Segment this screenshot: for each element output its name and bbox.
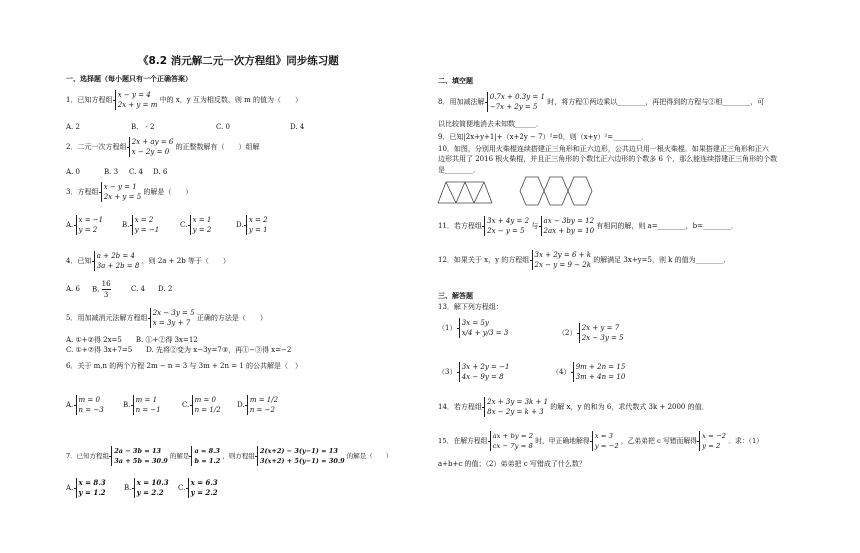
q1-option-a[interactable]: A. 2: [66, 123, 80, 131]
q3-option-b[interactable]: B. x = 2 y = −1: [122, 216, 160, 234]
q6-option-c[interactable]: C. m = 0 n = 1/2: [182, 396, 221, 414]
q7-option-c[interactable]: C. x = 6.3 y = 2.2: [178, 478, 218, 497]
q13-part-1: （1） 3x = 5y x/4 + y/3 = 3: [438, 319, 509, 337]
equation-system: 2x + 3y = 3k + 1 8x − 2y = k + 3: [484, 397, 548, 417]
section-fill-title: 二、填空题: [438, 77, 473, 85]
equation-system: 2(x+2) − 3(y−1) = 13 3(x+2) + 5(y−1) = 30.9: [257, 446, 345, 466]
q7-option-a[interactable]: A. x = 8.3 y = 1.2: [66, 478, 106, 497]
q7-option-b[interactable]: B. x = 10.3 y = 2.2: [124, 478, 169, 497]
q6-option-d[interactable]: D. m = 1/2 n = −2: [237, 396, 279, 414]
equation-system: 0.7x + 0.3y = 1 −7x + 2y = 5: [487, 92, 545, 112]
q4-option-b[interactable]: B. $\frac{16}{3}$: [92, 280, 111, 299]
q2-option-d[interactable]: D. 6: [153, 168, 168, 176]
q4-option-c[interactable]: C. 4: [131, 285, 146, 293]
section-choice-title: 一、选择题（每小题只有一个正确答案）: [66, 75, 192, 83]
question-15-line2: a+b+c 的值；（2）弟弟把 c 写错成了什么数？: [438, 460, 586, 468]
q13-part-2: （2） 2x + y = 7 2x − 3y = 5: [558, 324, 624, 342]
question-12: 12．如果关于 x，y 的方程组 3x + 2y = 6 + k 2x − y = 9 − 2k 的解满足 3x+y=5，则 k 的值为________．: [438, 251, 731, 269]
question-5: 5．用加减消元法解方程组 2x − 3y = 5 x = 3y + 7 正确的方法是（ ）: [66, 309, 267, 327]
q1-option-b[interactable]: B. - 2: [131, 123, 155, 131]
question-10-line2: 边形共用了 2016 根火柴棍，并且正三角形的个数比正六边形的个数多 6 个，那么能连续搭建正三角形的个数: [438, 155, 778, 163]
question-14: 14．若方程组 2x + 3y = 3k + 1 8x − 2y = k + 3 的解 x，y 的和为 6，求代数式 3k + 2000 的值．: [438, 398, 709, 416]
equation-system: ax + by = 2 cx − 7y = 8: [490, 431, 533, 451]
equation-system: 2x − 3y = 5 x = 3y + 7: [150, 308, 195, 328]
page-title: 《8.2 消元解二元一次方程组》同步练习题: [138, 55, 339, 67]
question-13: 13．解下列方程组：: [438, 303, 503, 311]
q5-options-cd[interactable]: C. ①+⑦得 3x+7=5 D. 先将②变为 x−3y=7③，再①−③得 x=−2: [66, 346, 292, 354]
equation-system: x − y = 1 2x + y = 5: [101, 182, 141, 202]
equation-system: ax − 3by = 12 2ax + by = 10: [541, 216, 595, 236]
question-7: 7．已知方程组 2a − 3b = 13 3a + 5b = 30.9 的解是 a = 8.3 b = 1.2 ，则方程组 2(x+2) − 3(y−1) = 13 3(x+2) + 5(y−1) = 30.9 的解是（ ）: [66, 447, 393, 465]
question-9: 9．已知|2x+y+1|+（x+2y − 7）²=0，则（x+y）²=________．: [438, 133, 649, 141]
equation-system: x = −2 y = 2: [699, 431, 726, 451]
equation-system: x = 3 y = −2: [592, 431, 619, 451]
question-11: 11．若方程组 3x + 4y = 2 2x − y = 5 与 ax − 3by = 12 2ax + by = 10 有相同的解，则 a=________，b=________．: [438, 217, 738, 235]
question-10-line1: 10．如图，分别用火柴棍连续搭建正三角形和正六边形，公共边只用一根火柴棍．如果搭建正三角形和正六: [438, 145, 769, 153]
q5-options-ab[interactable]: A. ①+②得 2x=5 B. ①+②得 3x=12: [66, 336, 198, 344]
equation-system: 2a − 3b = 13 3a + 5b = 30.9: [111, 446, 168, 466]
equation-system: 3x + 2y = 6 + k 2x − y = 9 − 2k: [532, 250, 591, 270]
q6-option-b[interactable]: B. m = 1 n = −1: [123, 396, 161, 414]
q2-option-a[interactable]: A. 0: [66, 168, 80, 176]
q3-option-a[interactable]: A. x = −1 y = 2: [66, 216, 104, 234]
q13-part-4: （4） 9m + 2n = 15 3m + 4n = 10: [552, 363, 626, 381]
equation-system: x − y = 4 2x + y = m: [115, 90, 158, 110]
hexagon-matchstick-figure: [516, 175, 594, 207]
q4-option-a[interactable]: A. 6: [66, 285, 80, 293]
question-1: 1．已知方程组 x − y = 4 2x + y = m 中的 x，y 互为相反数，则 m 的值为（ ）: [66, 91, 303, 109]
triangle-matchstick-figure: [436, 178, 494, 205]
question-2: 2．二元一次方程组 2x + ay = 6 x − 2y = 0 的正整数解有（ ）组解: [66, 138, 260, 156]
equation-system: a + 2b = 4 3a + 2b = 8: [94, 251, 140, 271]
section-answer-title: 三、解答题: [438, 292, 473, 300]
equation-system: 2x + ay = 6 x − 2y = 0: [129, 137, 174, 157]
equation-system: 3x + 4y = 2 2x − y = 5: [484, 216, 529, 236]
question-15: 15．在解方程组 ax + by = 2 cx − 7y = 8 时，甲正确地解得 x = 3 y = −2 ，乙弟弟把 c 写错而解得 x = −2 y = 2 ．求：（1）: [438, 432, 764, 450]
question-3: 3．方程组 x − y = 1 2x + y = 5 的解是（ ）: [66, 183, 193, 201]
q6-option-a[interactable]: A. m = 0 n = −3: [66, 396, 104, 414]
q3-option-d[interactable]: D. x = 2 y = 1: [236, 216, 268, 234]
q13-part-3: （3） 3x + 2y = −1 4x − 9y = 8: [438, 363, 510, 381]
q4-option-d[interactable]: D. 2: [158, 285, 173, 293]
question-8: 8．用加减法解 0.7x + 0.3y = 1 −7x + 2y = 5 时，将方程①两边乘以________，再把得到的方程与②相________，可: [438, 93, 765, 111]
question-10-line3: 是________．: [438, 166, 480, 174]
q1-option-d[interactable]: D. 4: [290, 123, 305, 131]
equation-system: a = 8.3 b = 1.2: [191, 446, 220, 466]
q1-option-c[interactable]: C. 0: [216, 123, 231, 131]
q2-option-b[interactable]: B. 3: [104, 168, 119, 176]
question-8-line2: 以比较简便地消去未知数______．: [438, 120, 543, 128]
question-4: 4．已知 a + 2b = 4 3a + 2b = 8 ，则 2a + 2b 等于（ ）: [66, 252, 230, 270]
question-6: 6．关于 m,n 的两个方程 2m − n = 3 与 3m + 2n = 1 的公共解是（ ）: [66, 362, 302, 370]
q2-option-c[interactable]: C. 4: [129, 168, 144, 176]
q3-option-c[interactable]: C. x = 1 y = 2: [180, 216, 212, 234]
